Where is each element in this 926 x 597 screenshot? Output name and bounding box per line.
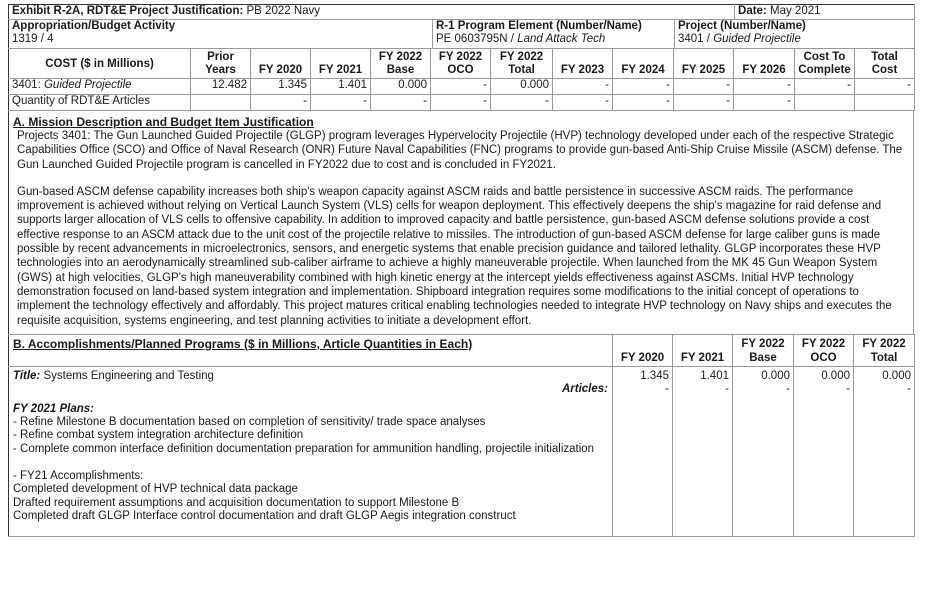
cost-column-header: [795, 49, 855, 79]
cost-value-cell: [855, 95, 915, 111]
cost-value-cell: [191, 95, 251, 111]
column-header-line: Prior: [207, 51, 234, 63]
cost-value-cell: -: [431, 95, 491, 111]
cost-column-header: [371, 49, 431, 79]
column-header-line: Total: [508, 64, 535, 76]
cost-value-cell: -: [734, 79, 795, 95]
cost-column-header: [431, 49, 491, 79]
column-header-line: Total: [871, 51, 898, 63]
project-name: Guided Projectile: [713, 33, 801, 45]
section-a-table: [8, 110, 914, 335]
section-b-articles-row: [9, 383, 915, 396]
cost-value-cell: -: [311, 95, 371, 111]
item-title-label: Title:: [13, 369, 41, 382]
item-articles-cell: -: [673, 383, 733, 396]
item-articles-cell: -: [613, 383, 673, 396]
item-body-spacer-cell: [854, 396, 915, 537]
row-label-prefix: Quantity of RDT&E Articles: [12, 95, 151, 107]
project-label: Project (Number/Name): [678, 20, 806, 32]
column-header-line: FY 2020: [620, 351, 665, 364]
cost-value-cell: -: [613, 79, 674, 95]
section-b-body-row: [9, 396, 915, 537]
program-element-name: Land Attack Tech: [517, 33, 606, 45]
column-header-line: FY 2022: [438, 51, 483, 63]
exhibit-header-table: [8, 4, 915, 49]
item-body-spacer-cell: [794, 396, 854, 537]
plan-item: - Refine Milestone B documentation based on completion of sensitivity/ trade space analyses: [13, 415, 486, 428]
section-b-body-cell: [9, 396, 613, 537]
column-header-line: OCO: [810, 351, 837, 364]
column-header-line: FY 2022: [378, 51, 423, 63]
cost-value-cell: [795, 95, 855, 111]
project-number: 3401 /: [678, 33, 710, 45]
column-header-line: Complete: [798, 64, 851, 76]
cost-value-cell: 1.345: [251, 79, 311, 95]
row-label-name: Guided Projectile: [43, 79, 132, 91]
program-element-label: R-1 Program Element (Number/Name): [436, 20, 642, 32]
plans-list: [13, 416, 608, 457]
cost-column-header: [9, 49, 191, 79]
section-a-title: A. Mission Description and Budget Item Justification: [13, 115, 314, 129]
plan-item: - Refine combat system integration architecture definition: [13, 429, 304, 442]
cost-column-header: [674, 49, 734, 79]
cost-column-header: [191, 49, 251, 79]
item-articles-cell: -: [854, 383, 915, 396]
section-a-cell: [9, 111, 914, 335]
section-b-column-header: [673, 334, 733, 366]
item-body-spacer-cell: [733, 396, 794, 537]
accomplishments-list: [13, 483, 608, 524]
appropriation-cell: [9, 20, 433, 49]
date-value: May 2021: [770, 5, 821, 17]
plans-heading: FY 2021 Plans:: [13, 402, 94, 415]
section-b-column-header: [613, 334, 673, 366]
item-value-cell: 1.401: [673, 366, 733, 383]
section-a-paragraph-2: Gun-based ASCM defense capability increases both ship's weapon capacity against ASCM raids and battle persistence in successive ASCM raids. The performance improvement is achieved without relying on Vertical Launch System (VLS) cells for weapon deployment. This effectively deepens the ship's magazine for raid defense and supports larger allocation of VLS cells to offensive capability. In addition to improved capacity and battle persistence, gun-based ASCM defense solutions provide a cost effective response to an ASCM attack due to the unit cost of the projectile relative to missiles. The introduction of gun-based ASCM defense for large caliber guns is made possible by recent advancements in microelectronics, sensors, and energetic systems that enable precision guidance and tailored lethality. GLGP incorporates these HVP technologies into an aerodynamically streamlined sub-caliber airframe to achieve a highly maneuverable projectile. When launched from the MK 45 Gun Weapon System (GWS) at high velocities, GLGP's high maneuverability combined with high kinetic energy at the intercept yields effectiveness against ASCMs. Initial HVP technology demonstration focused on land-based system integration and implementation. Shipboard integration requires some modifications to the initial concept of operations to implement the technology effectively and affordably. This project matures critical enabling technologies needed to integrate HVP technology on Navy ships and executes the requisite acquisition, systems engineering, and test planning activities to initiate a development effort.: [17, 185, 892, 327]
column-header-line: Cost: [871, 64, 898, 76]
accomplishments-heading: - FY21 Accomplishments:: [13, 470, 144, 483]
column-header-line: Base: [386, 64, 415, 76]
section-b-item-title-cell: [9, 366, 613, 383]
cost-value-cell: -: [795, 79, 855, 95]
item-value-cell: 0.000: [854, 366, 915, 383]
cost-row-label: [9, 95, 191, 111]
row-label-prefix: 3401:: [12, 79, 41, 91]
column-header-line: OCO: [447, 64, 474, 76]
section-b-table: [8, 334, 915, 537]
program-element-number: PE 0603795N /: [436, 33, 515, 45]
accomplishment-item: Completed development of HVP technical data package: [13, 483, 298, 496]
cost-row-label: [9, 79, 191, 95]
item-value-cell: 0.000: [794, 366, 854, 383]
cost-value-cell: 12.482: [191, 79, 251, 95]
exhibit-value: PB 2022 Navy: [246, 5, 321, 17]
column-header-line: Years: [205, 64, 236, 76]
item-value-cell: 1.345: [613, 366, 673, 383]
item-title-value: Systems Engineering and Testing: [43, 369, 214, 382]
item-articles-cell: -: [794, 383, 854, 396]
cost-value-cell: -: [491, 95, 553, 111]
cost-value-cell: 1.401: [311, 79, 371, 95]
cost-value-cell: 0.000: [491, 79, 553, 95]
column-header-line: COST ($ in Millions): [45, 57, 154, 70]
cost-value-cell: -: [674, 79, 734, 95]
cost-column-header: [855, 49, 915, 79]
cost-value-cell: -: [553, 79, 613, 95]
section-b-column-header: [733, 334, 794, 366]
articles-label: Articles:: [9, 383, 613, 396]
section-b-header-row: [9, 334, 915, 366]
cost-column-header: [311, 49, 371, 79]
cost-value-cell: -: [251, 95, 311, 111]
cost-value-cell: -: [553, 95, 613, 111]
cost-row-guided-projectile: [9, 79, 915, 95]
section-b-title: B. Accomplishments/Planned Programs ($ in Millions, Article Quantities in Each): [13, 336, 473, 351]
item-body-spacer-cell: [673, 396, 733, 537]
cost-value-cell: 0.000: [371, 79, 431, 95]
project-cell: [675, 20, 915, 49]
appropriation-value: 1319 / 4: [12, 33, 54, 45]
cost-value-cell: -: [674, 95, 734, 111]
section-b-values-row: [9, 366, 915, 383]
cost-value-cell: -: [613, 95, 674, 111]
column-header-line: FY 2022: [801, 337, 846, 350]
column-header-line: FY 2024: [621, 64, 665, 76]
column-header-line: Base: [749, 351, 777, 364]
exhibit-label: Exhibit R-2A, RDT&E Project Justification:: [12, 5, 244, 17]
cost-column-header: [613, 49, 674, 79]
column-header-line: FY 2025: [681, 64, 726, 76]
column-header-line: FY 2022: [862, 337, 906, 350]
column-header-line: Cost To: [803, 51, 846, 63]
section-b-column-header: [794, 334, 854, 366]
section-b-column-header: [854, 334, 915, 366]
exhibit-title-cell: [9, 5, 735, 20]
column-header-line: FY 2021: [680, 351, 725, 364]
cost-value-cell: -: [855, 79, 915, 95]
column-header-line: FY 2020: [258, 64, 303, 76]
plan-item: - Complete common interface definition documentation preparation for ammunition handling, projectile initialization: [13, 442, 595, 455]
column-header-line: FY 2022: [741, 337, 785, 350]
cost-column-header: [251, 49, 311, 79]
date-cell: [735, 5, 915, 20]
cost-table-header: [9, 49, 915, 79]
column-header-line: Total: [870, 351, 898, 364]
cost-value-cell: -: [734, 95, 795, 111]
program-element-cell: [433, 20, 675, 49]
accomplishment-item: Drafted requirement assumptions and acquisition documentation to support Milestone B: [13, 496, 460, 509]
column-header-line: FY 2023: [560, 64, 605, 76]
item-value-cell: 0.000: [733, 366, 794, 383]
date-label: Date:: [738, 5, 767, 17]
appropriation-label: Appropriation/Budget Activity: [12, 20, 176, 32]
cost-column-header: [491, 49, 553, 79]
column-header-line: FY 2026: [742, 64, 786, 76]
cost-value-cell: -: [431, 79, 491, 95]
cost-row-quantity-articles: [9, 95, 915, 111]
item-articles-cell: -: [733, 383, 794, 396]
item-body-spacer-cell: [613, 396, 673, 537]
cost-column-header: [553, 49, 613, 79]
cost-column-header: [734, 49, 795, 79]
exhibit-frame: [8, 4, 914, 537]
cost-value-cell: -: [371, 95, 431, 111]
section-a-paragraph-1: Projects 3401: The Gun Launched Guided Projectile (GLGP) program leverages Hypervelocity Projectile (HVP) technology developed under each of the respective Strategic Capabilities Office (SCO) and Office of Naval Research (ONR) Future Naval Capabilities (FNC) programs to provide gun-based Anti-Ship Cruise Missile (ASCM) defense. The Gun Launched Guided Projectile program is cancelled in FY2022 due to cost and is concluded in FY2021.: [17, 130, 903, 171]
accomplishment-item: Completed draft GLGP Interface control documentation and draft GLGP Aegis integration construct: [13, 510, 516, 523]
cost-table: [8, 48, 915, 111]
column-header-line: FY 2022: [499, 51, 544, 63]
column-header-line: FY 2021: [318, 64, 363, 76]
section-b-title-cell: [9, 334, 613, 366]
